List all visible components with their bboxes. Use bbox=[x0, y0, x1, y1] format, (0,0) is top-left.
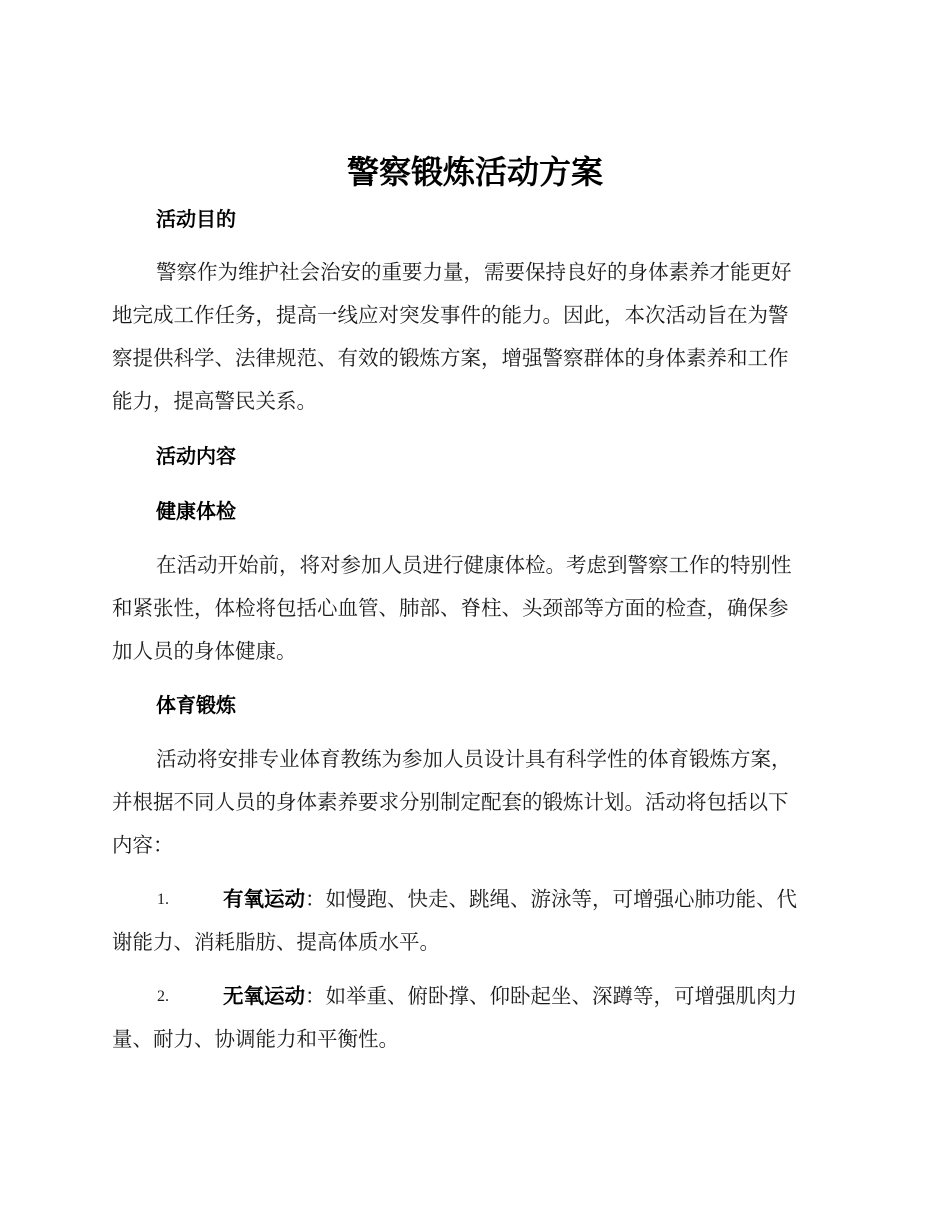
list-item-continuation: 谢能力、消耗脂肪、提高体质水平。 bbox=[112, 930, 440, 954]
list-item-text: ：如慢跑、快走、跳绳、游泳等，可增强心肺功能、代 bbox=[305, 887, 797, 911]
list-item-first-line bbox=[112, 878, 832, 921]
section-heading-content: 活动内容 bbox=[156, 444, 236, 468]
paragraph-line: 加人员的身体健康。 bbox=[112, 639, 297, 663]
paragraph-line: 在活动开始前，将对参加人员进行健康体检。考虑到警察工作的特别性 bbox=[156, 553, 792, 577]
paragraph-line: 警察作为维护社会治安的重要力量，需要保持良好的身体素养才能更好 bbox=[156, 260, 792, 284]
list-item-term: 有氧运动 bbox=[223, 887, 305, 911]
list-item-continuation: 量、耐力、协调能力和平衡性。 bbox=[112, 1027, 399, 1051]
paragraph-purpose bbox=[112, 251, 832, 423]
section-heading-sport: 体育锻炼 bbox=[156, 693, 236, 717]
paragraph-line: 活动将安排专业体育教练为参加人员设计具有科学性的体育锻炼方案， bbox=[156, 747, 792, 771]
paragraph-line: 察提供科学、法律规范、有效的锻炼方案，增强警察群体的身体素养和工作 bbox=[112, 346, 789, 370]
section-heading-purpose: 活动目的 bbox=[156, 207, 236, 231]
paragraph-health-check bbox=[112, 544, 832, 673]
list-item-aerobic bbox=[112, 878, 832, 964]
list-item-first-line bbox=[112, 975, 832, 1018]
document-title: 警察锻炼活动方案 bbox=[346, 153, 603, 191]
list-item-text: ：如举重、俯卧撑、仰卧起坐、深蹲等，可增强肌肉力 bbox=[305, 984, 797, 1008]
paragraph-line: 并根据不同人员的身体素养要求分别制定配套的锻炼计划。活动将包括以下 bbox=[112, 790, 789, 814]
list-number: 1. bbox=[157, 891, 169, 908]
paragraph-line: 和紧张性，体检将包括心血管、肺部、脊柱、头颈部等方面的检查，确保参 bbox=[112, 596, 789, 620]
paragraph-line: 能力，提高警民关系。 bbox=[112, 389, 317, 413]
section-heading-health-check: 健康体检 bbox=[156, 499, 236, 523]
paragraph-line: 地完成工作任务，提高一线应对突发事件的能力。因此，本次活动旨在为警 bbox=[112, 303, 789, 327]
paragraph-sport bbox=[112, 738, 832, 867]
list-number: 2. bbox=[157, 988, 169, 1005]
list-item-term: 无氧运动 bbox=[223, 984, 305, 1008]
list-item-anaerobic bbox=[112, 975, 832, 1061]
paragraph-line: 内容： bbox=[112, 833, 174, 857]
